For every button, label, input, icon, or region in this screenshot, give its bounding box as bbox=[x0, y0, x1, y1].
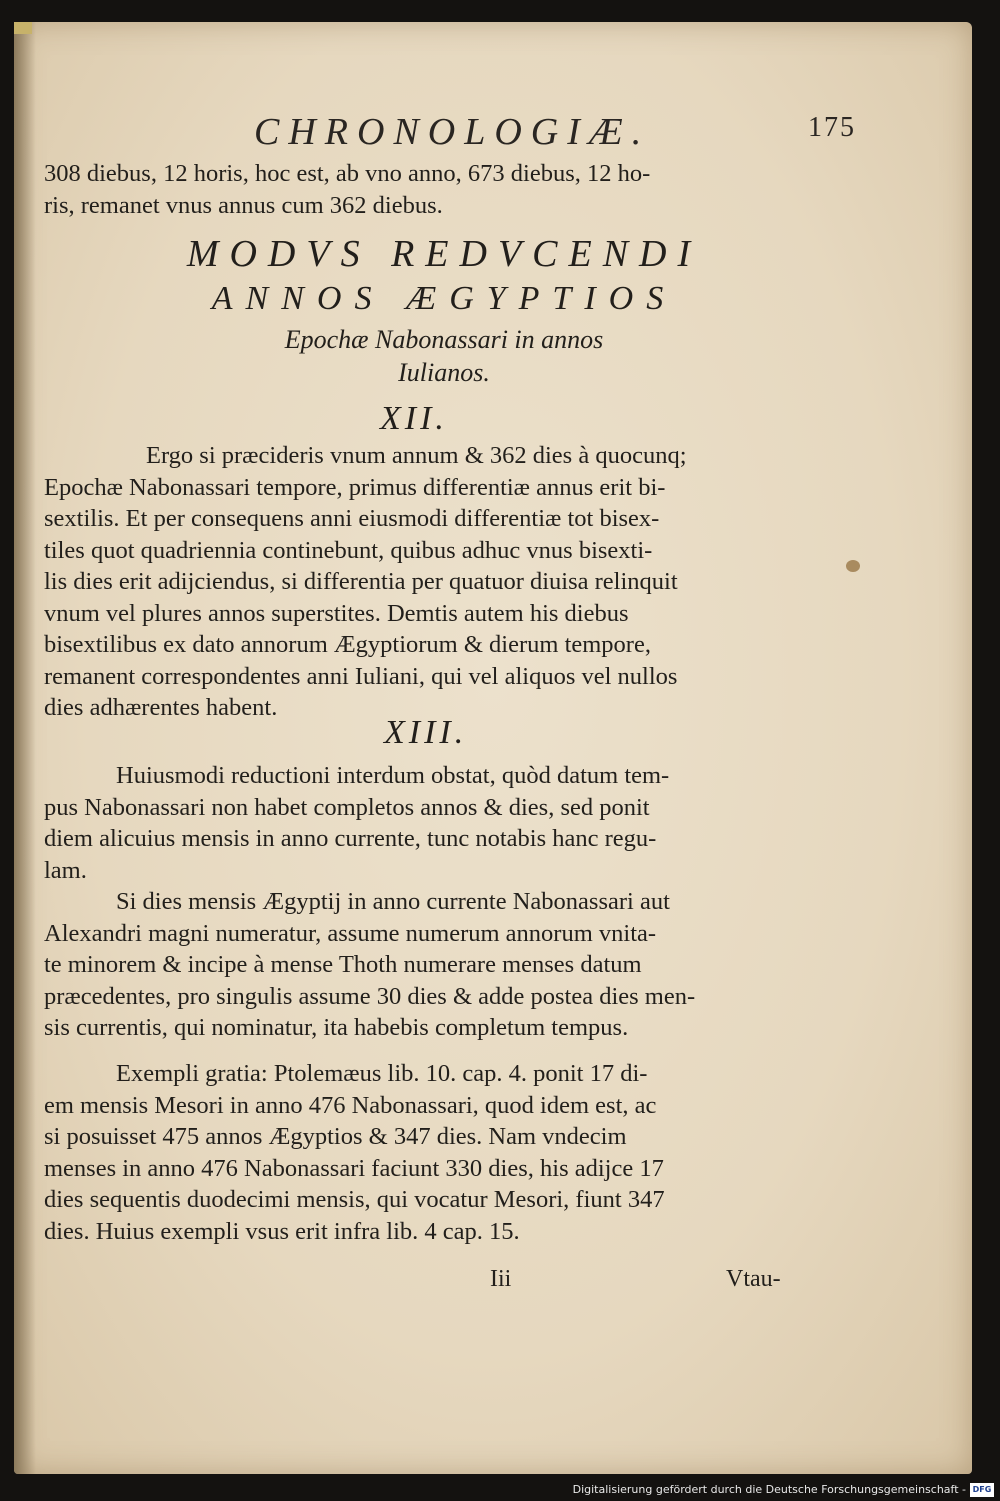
heading-line: Epochæ Nabonassari in annos bbox=[284, 325, 604, 354]
heading-line: Iulianos. bbox=[398, 358, 490, 387]
text-line: ris, remanet vnus annus cum 362 diebus. bbox=[44, 191, 443, 219]
footer-credit: Digitalisierung gefördert durch die Deutsche Forschungsgemeinschaft - bbox=[572, 1483, 966, 1496]
text-line: sextilis. Et per consequens anni eiusmodi differentiæ tot bisex- bbox=[44, 505, 660, 532]
signature-mark: Iii bbox=[490, 1266, 512, 1292]
text-line: lam. bbox=[44, 856, 87, 884]
section-number-xiii: XIII. bbox=[384, 714, 468, 751]
section-number-xii: XII. bbox=[380, 400, 448, 437]
text-line: Exempli gratia: Ptolemæus lib. 10. cap. 4. ponit 17 di- bbox=[116, 1060, 648, 1087]
text-line: sis currentis, qui nominatur, ita habebis completum tempus. bbox=[44, 1014, 629, 1041]
text-line: Si dies mensis Ægyptij in anno currente Nabonassari aut bbox=[116, 888, 670, 915]
text-line: bisextilibus ex dato annorum Ægyptiorum & dierum tempore, bbox=[44, 631, 651, 658]
text-line: lis dies erit adijciendus, si differentia per quatuor diuisa relinquit bbox=[44, 568, 678, 595]
heading-line: MODVS REDVCENDI bbox=[186, 233, 702, 275]
text-line: diem alicuius mensis in anno currente, tunc notabis hanc regu- bbox=[44, 825, 657, 852]
text-line: te minorem & incipe à mense Thoth numerare menses datum bbox=[44, 951, 642, 978]
section-heading bbox=[74, 232, 814, 388]
text-line: em mensis Mesori in anno 476 Nabonassari, quod idem est, ac bbox=[44, 1091, 657, 1119]
section-xii-text bbox=[44, 440, 824, 724]
page-number: 175 bbox=[808, 112, 856, 143]
text-line: Epochæ Nabonassari tempore, primus differentiæ annus erit bi- bbox=[44, 473, 666, 501]
example-text bbox=[44, 1058, 824, 1247]
catchword: Vtau- bbox=[726, 1266, 781, 1292]
text-line: dies sequentis duodecimi mensis, qui vocatur Mesori, fiunt 347 bbox=[44, 1186, 665, 1213]
carryover-text bbox=[44, 158, 824, 221]
ink-stain bbox=[846, 560, 860, 572]
text-line: pus Nabonassari non habet completos annos & dies, sed ponit bbox=[44, 793, 650, 821]
text-line: dies adhærentes habent. bbox=[44, 694, 278, 721]
text-line: remanent correspondentes anni Iuliani, qui vel aliquos vel nullos bbox=[44, 662, 678, 690]
text-line: tiles quot quadriennia continebunt, quibus adhuc vnus bisexti- bbox=[44, 536, 653, 564]
section-xiii-text bbox=[44, 760, 824, 1044]
page-gutter-shadow bbox=[14, 22, 36, 1474]
text-line: 308 diebus, 12 horis, hoc est, ab vno anno, 673 diebus, 12 ho- bbox=[44, 160, 651, 187]
running-head: CHRONOLOGIÆ. bbox=[254, 111, 651, 153]
text-line: Alexandri magni numeratur, assume numerum annorum vnita- bbox=[44, 919, 657, 947]
heading-line: ANNOS ÆGYPTIOS bbox=[211, 280, 677, 317]
text-line: Huiusmodi reductioni interdum obstat, quòd datum tem- bbox=[116, 762, 670, 789]
text-line: menses in anno 476 Nabonassari faciunt 330 dies, his adijce 17 bbox=[44, 1154, 664, 1182]
corner-mark bbox=[14, 22, 32, 34]
text-line: dies. Huius exempli vsus erit infra lib. 4 cap. 15. bbox=[44, 1217, 520, 1245]
text-line: vnum vel plures annos superstites. Demtis autem his diebus bbox=[44, 599, 629, 627]
text-line: Ergo si præcideris vnum annum & 362 dies à quocunq; bbox=[146, 442, 687, 469]
dfg-logo-icon: DFG bbox=[970, 1483, 994, 1497]
text-line: si posuisset 475 annos Ægyptios & 347 dies. Nam vndecim bbox=[44, 1123, 627, 1150]
book-page bbox=[14, 22, 972, 1474]
text-line: præcedentes, pro singulis assume 30 dies & adde postea dies men- bbox=[44, 982, 696, 1010]
footer-bar bbox=[0, 1475, 1000, 1501]
